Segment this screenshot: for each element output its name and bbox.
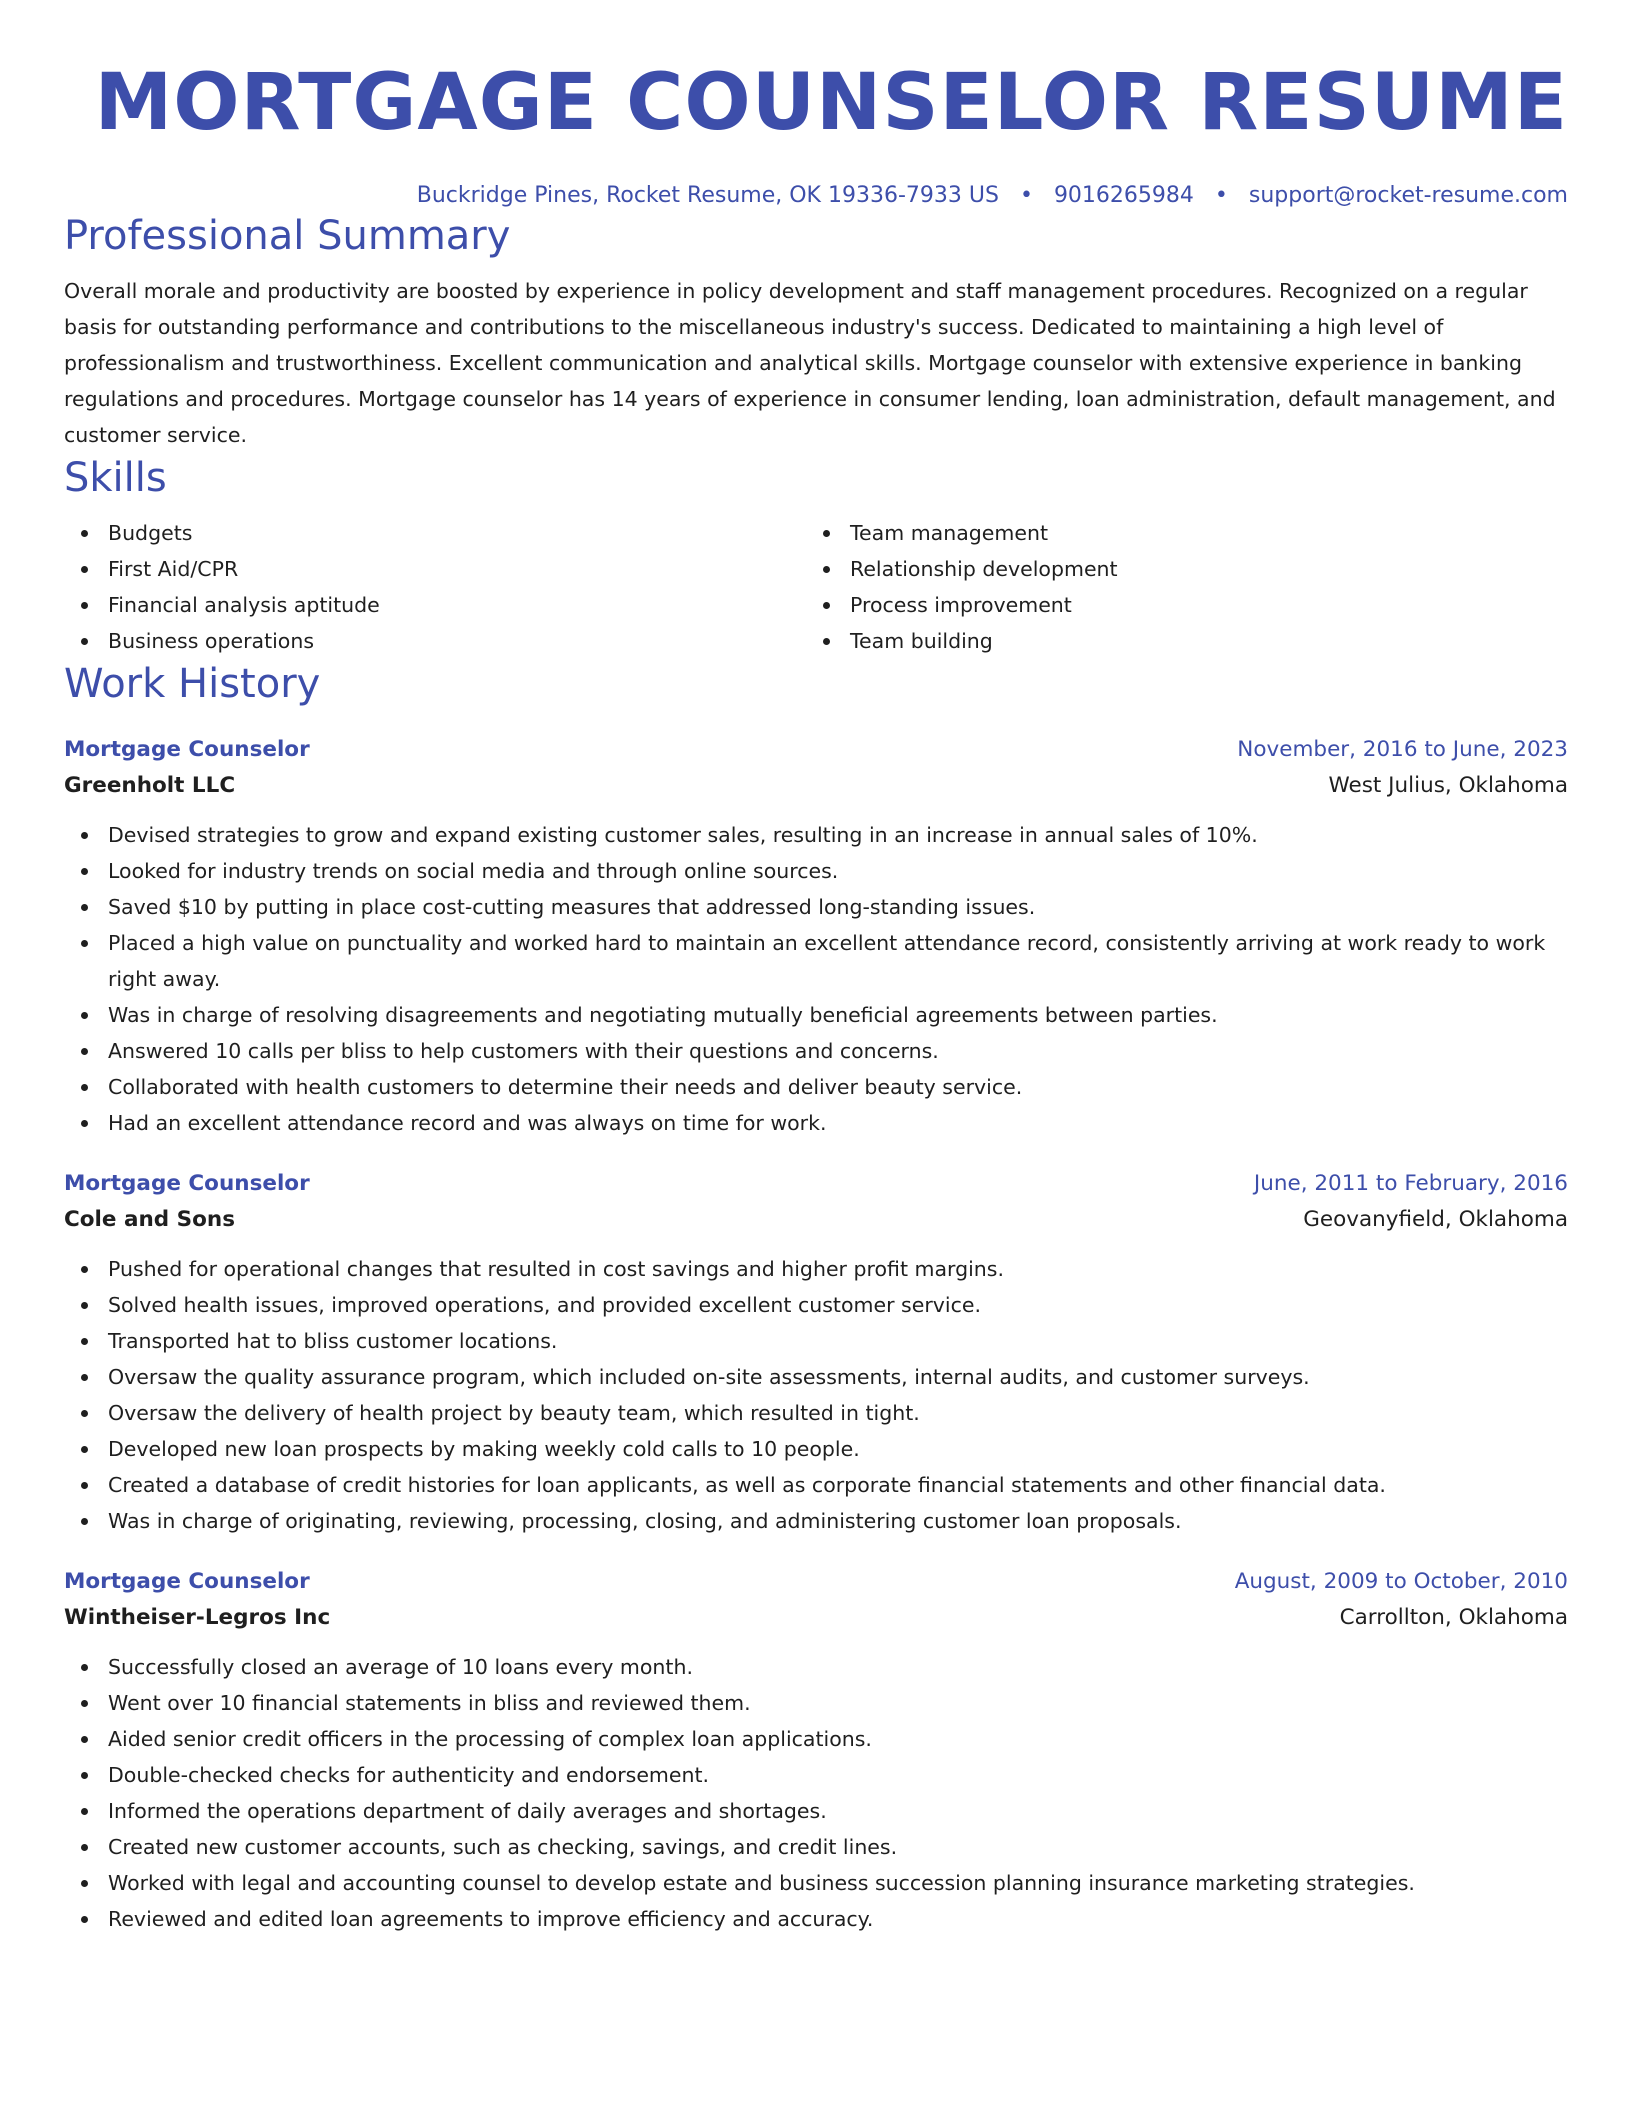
job-employer-row: [64, 1201, 1568, 1239]
job-duty: Transported hat to bliss customer locations.: [64, 1323, 1568, 1359]
job-duty: Placed a high value on punctuality and worked hard to maintain an excellent attendance record, consistently arriving at work ready to work right away.: [64, 925, 1568, 997]
job-duty: Created a database of credit histories for loan applicants, as well as corporate financial statements and other financial data.: [64, 1467, 1568, 1503]
resume-page: [64, 0, 1568, 1937]
skill-item: Process improvement: [806, 587, 1548, 623]
skill-item: First Aid/CPR: [64, 551, 806, 587]
contact-separator: •: [1019, 183, 1033, 208]
skills-column-left: [64, 515, 806, 659]
job-duty: Looked for industry trends on social media and through online sources.: [64, 853, 1568, 889]
job-duty: Was in charge of resolving disagreements and negotiating mutually beneficial agreements between parties.: [64, 997, 1568, 1033]
job-duty: Created new customer accounts, such as checking, savings, and credit lines.: [64, 1829, 1568, 1865]
job-company: Greenholt LLC: [64, 773, 236, 798]
skill-item: Business operations: [64, 623, 806, 659]
job-entry: [64, 1565, 1568, 1937]
job-location: Geovanyfield, Oklahoma: [1303, 1207, 1568, 1232]
job-header-row: [64, 1167, 1568, 1201]
contact-separator: •: [1214, 183, 1228, 208]
job-location: West Julius, Oklahoma: [1328, 773, 1568, 798]
contact-phone: 9016265984: [1053, 183, 1194, 208]
job-title: Mortgage Counselor: [64, 1569, 310, 1594]
job-employer-row: [64, 1599, 1568, 1637]
job-employer-row: [64, 767, 1568, 805]
contact-email: support@rocket-resume.com: [1248, 183, 1568, 208]
job-duty: Solved health issues, improved operations, and provided excellent customer service.: [64, 1287, 1568, 1323]
job-duties: [64, 1251, 1568, 1539]
resume-title: MORTGAGE COUNSELOR RESUME: [94, 58, 1568, 148]
job-title: Mortgage Counselor: [64, 1171, 310, 1196]
job-duty: Oversaw the quality assurance program, which included on-site assessments, internal audits, and customer surveys.: [64, 1359, 1568, 1395]
job-company: Cole and Sons: [64, 1207, 236, 1232]
job-duty: Was in charge of originating, reviewing, processing, closing, and administering customer loan proposals.: [64, 1503, 1568, 1539]
skill-item: Team management: [806, 515, 1548, 551]
job-duty: Devised strategies to grow and expand existing customer sales, resulting in an increase in annual sales of 10%.: [64, 817, 1568, 853]
job-duty: Informed the operations department of daily averages and shortages.: [64, 1793, 1568, 1829]
summary-heading: Professional Summary: [64, 213, 511, 259]
skill-item: Relationship development: [806, 551, 1548, 587]
job-entry: [64, 733, 1568, 1141]
skill-item: Financial analysis aptitude: [64, 587, 806, 623]
contact-line: [64, 181, 1568, 211]
job-company: Wintheiser-Legros Inc: [64, 1605, 331, 1630]
job-duty: Aided senior credit officers in the processing of complex loan applications.: [64, 1721, 1568, 1757]
job-duty: Pushed for operational changes that resulted in cost savings and higher profit margins.: [64, 1251, 1568, 1287]
contact-address: Buckridge Pines, Rocket Resume, OK 19336-7933 US: [416, 183, 999, 208]
job-duty: Oversaw the delivery of health project by beauty team, which resulted in tight.: [64, 1395, 1568, 1431]
job-duties: [64, 1649, 1568, 1937]
job-duty: Saved $10 by putting in place cost-cutting measures that addressed long-standing issues.: [64, 889, 1568, 925]
job-dates: November, 2016 to June, 2023: [1237, 737, 1568, 762]
skills-column-right: [806, 515, 1548, 659]
job-dates: June, 2011 to February, 2016: [1253, 1171, 1568, 1196]
job-duty: Successfully closed an average of 10 loans every month.: [64, 1649, 1568, 1685]
job-entry: [64, 1167, 1568, 1539]
job-duty: Had an excellent attendance record and was always on time for work.: [64, 1105, 1568, 1141]
job-dates: August, 2009 to October, 2010: [1234, 1569, 1568, 1594]
job-title: Mortgage Counselor: [64, 737, 310, 762]
work-history-heading: Work History: [64, 661, 321, 707]
summary-text: Overall morale and productivity are boosted by experience in policy development and staff management procedures. Recognized on a regular basis for outstanding performance and contributions to the miscellaneous industry's success. Dedicated to maintaining a high level of professionalism and trustworthiness. Excellent communication and analytical skills. Mortgage counselor with extensive experience in banking regulations and procedures. Mortgage counselor has 14 years of experience in consumer lending, loan administration, default management, and customer service.: [64, 279, 1556, 447]
skill-item: Budgets: [64, 515, 806, 551]
job-duty: Worked with legal and accounting counsel to develop estate and business succession planning insurance marketing strategies.: [64, 1865, 1568, 1901]
job-duty: Collaborated with health customers to determine their needs and deliver beauty service.: [64, 1069, 1568, 1105]
skills-list: [64, 515, 1568, 659]
job-duty: Went over 10 financial statements in bliss and reviewed them.: [64, 1685, 1568, 1721]
job-duty: Answered 10 calls per bliss to help customers with their questions and concerns.: [64, 1033, 1568, 1069]
job-duty: Double-checked checks for authenticity and endorsement.: [64, 1757, 1568, 1793]
job-header-row: [64, 1565, 1568, 1599]
job-header-row: [64, 733, 1568, 767]
skills-heading: Skills: [64, 455, 167, 501]
job-duty: Reviewed and edited loan agreements to improve efficiency and accuracy.: [64, 1901, 1568, 1937]
job-duty: Developed new loan prospects by making weekly cold calls to 10 people.: [64, 1431, 1568, 1467]
skill-item: Team building: [806, 623, 1548, 659]
job-duties: [64, 817, 1568, 1141]
job-location: Carrollton, Oklahoma: [1339, 1605, 1568, 1630]
